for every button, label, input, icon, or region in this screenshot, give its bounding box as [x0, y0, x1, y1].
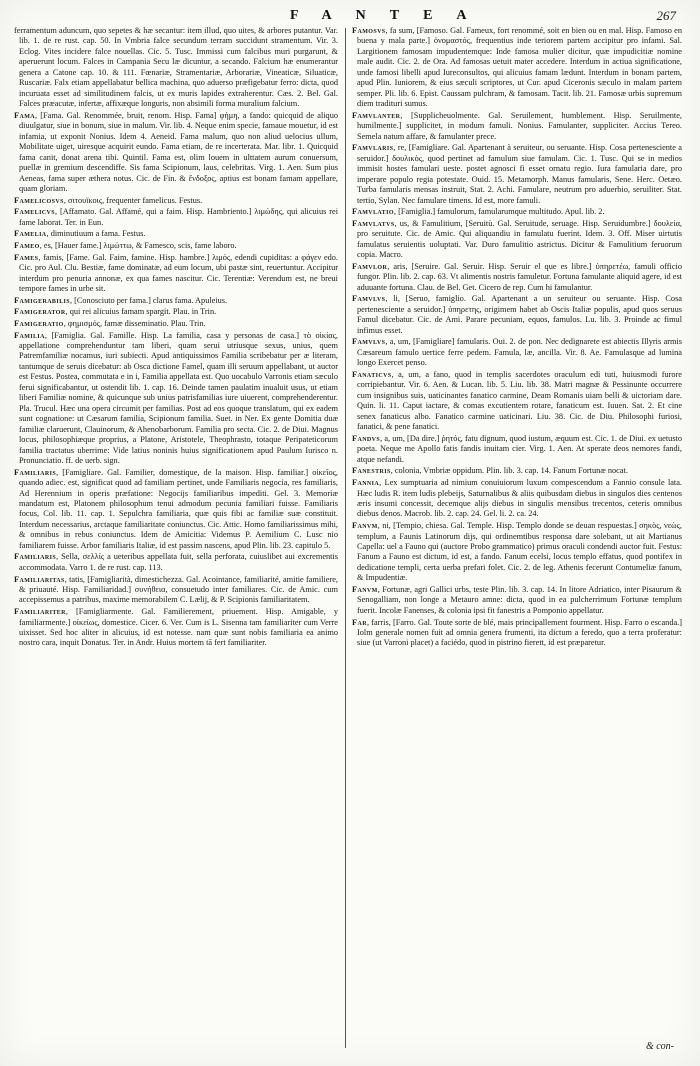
dictionary-entry: Famigerabilis, [Conosciuto per fama.] clarus fama. Apuleius. [14, 295, 228, 305]
dictionary-entry [14, 26, 338, 110]
dictionary-entry: Famelicvs, [Affamato. Gal. Affamé, qui a faim. Hisp. Hambriento.] λιμώδης, qui alicuius rei fame laborat. Ter. in Eun. [14, 207, 338, 227]
entry-headword: Familiariter [14, 607, 66, 617]
entry-text: [Famigliarmente. Gal. Familierement, priuement. Hisp. Amigable, y familiarmente.] οἰκείως, domestice. Cicer. 6. Ver. Cum is L. Sisenna tam familiariter cum Verre uixisset. Sed hoc aliter in alicuius, id est notesse. nam quæ sunt nobis familiaria ea animo nostro cara, inquit Donatus. Ter. in Andr. Huius mortem tā fert familiariter. [19, 607, 338, 648]
entry-text: a, um, a fano, quod in templis sacerdotes oraculum edi tuti, huiusmodi furore corripiebantur. Vir. 6. Aen. & Lucan. lib. 5. Liu. lib. 38. Matri magnæ & Pessinunte occurrere cum insignibus suis, uaticinantes fanatico carmine, Deam Romanis uiam belli & uictoriam dare. Quin. li. 11. Caput iactare, & comas excutientem rotare, fanaticum est. Iuuen. Sat. 2. Et cine senex fanaticus albo. Fanatico carmine uaticinari. Liu. 38. Cic. de Diu. Philosophi furiosi, fanatici, & pene fanatici. [357, 370, 682, 432]
dictionary-entry: Fameo, es, [Hauer fame.] λιμώττω, & Famesco, scis, fame laboro. [14, 241, 237, 250]
entry-text: [Supplicheuolmente. Gal. Seruilement, humblement. Hisp. Seruilmente, humilmente.] supplicitet, in modum famuli. Nonius. Famulanter, suppliciter. Accius Tereo. Semela natum affare, & famulanter prece. [357, 110, 682, 141]
entry-headword: Famvlatvs [352, 218, 395, 228]
entry-text: qui rei alicuius famam spargit. Plau. in Trin. [69, 307, 217, 317]
entry-headword: Fanaticvs [352, 370, 392, 379]
dictionary-entry: Famvlanter, [Supplicheuolmente. Gal. Seruilement, humblement. Hisp. Seruilmente, humilmente.] supplicitet, in modum famuli. Nonius. Famulanter, suppliciter. Accius Tereo. Semela natum affare, & famulanter prece. [352, 110, 682, 141]
entry-text: es, [Hauer fame.] λιμώττω, & Famesco, scis, fame laboro. [43, 241, 237, 250]
entry-text: σιτουϊκοις, frequenter famelicus. Festus. [67, 195, 203, 205]
entry-headword: Famelicvs [14, 207, 56, 217]
entry-headword: Familia [14, 330, 45, 340]
entry-headword: Famvlatio [352, 207, 394, 217]
dictionary-entry: Famvlvs, a, um, [Famigliare] famularis. Oui. 2. de pon. Nec dedignarete est abiectis Illyris armis Cæsareum famulo uertice ferre pedem. Famula, læ, ancilla. Vir. 8. Ae. Famulasque ad lumina longo Exercet penso. [352, 337, 682, 368]
entry-text: us, & Famulitium, [Seruitù. Gal. Seruitude, seruage. Hisp. Seruidumbre.] δουλεία, pro seruitute. Cic. de Amic. Qui aliquandiu in famulatu fuerint. Idem. 3. Off. Miser uirtutis famulatus seruientis uoluptati. Var. Duro famulitio astrictus. Dicitur & Famulitium feruorum copia. Macro. [357, 218, 682, 260]
left-column [14, 26, 338, 650]
entry-text: φημισμός, famæ disseminatio. Plau. Trin. [67, 318, 206, 328]
dictionary-entry: Fanaticvs, a, um, a fano, quod in templis sacerdotes oraculum edi tuti, huiusmodi furore corripiebantur. Vir. 6. Aen. & Lucan. lib. 5. Liu. lib. 38. Matri magnæ & Pessinunte occurrere cum insignibus suis, uaticinantes fanatico carmine, Deam Romanis uiam belli & uictoriam dare. Quin. li. 11. Caput iactare, & comas excutientem rotare, fanaticum est. Iuuen. Sat. 2. Et cine senex fanaticus albo. Fanatico carmine uaticinari. Liu. 38. Cic. de Diu. Philosophi furiosi, fanatici, & pene fanatici. [352, 370, 682, 432]
dictionary-entry: Familiaris, [Famigliare. Gal. Familier, domestique, de la maison. Hisp. familiar.] οἰκεῖος, quando adiec. est, significat quod ad familiam pertinet, unde Familiaris negocia, res familiaris, Ad Herennium in operis præfatione: Negocijs familiaribus impediti. Gel. 3. Memoriæ mandatum est, Platonem philosophum tenui admodum pecunia familiari fuisse. Familiaris focus, Col. lib. 11. cap. 1. Sepulchra familiaria, quæ quis fibi ac familiæ suæ constituit. Interdum necessarius, arctaque familiaritate coniunctus. Cic. Attic. Homo familiarissimus mihi, & omnibus in rebus coniunctus. Idem de Amicitia: Videmus P. Aemilium C. Lusc nio familiarem fuisse. Arbor familiaris Italiæ, id est passim nascens, apud Plin. lib. 23. capitulo 5. [14, 467, 338, 550]
dictionary-entry: Fannia, Lex sumptuaria ad nimium conuiuiorum luxum compescendum a Fannio consule lata. Hæc ludis R. item ludis plebeijs, Saturnalibus & aliis quibusdam diebus in singulos dies centenos æris insumi concessit, decemque alijs diebus in singulis mensibus trecentos, ceteris omnibus diebus denos. Macrob. lib. 2. cap. 24. Gel. li. 2. ca. 24. [352, 478, 682, 519]
entry-text: [Affamato. Gal. Affamé, qui a faim. Hisp. Hambriento.] λιμώδης, qui alicuius rei fame laborat. Ter. in Eun. [19, 207, 338, 227]
entry-text: farris, [Farro. Gal. Toute sorte de blé, mais principallement fourment. Hisp. Farro o escanda.] Iolm generale nomen fuit ad omnia genera frumenti, ita dictum a feredo, quo a terra proferatur: siue (ut Varroni placet) a faciédo, quod in pistrino fierett, id est præparetur. [357, 617, 682, 648]
entry-text: [Conosciuto per fama.] clarus fama. Apuleius. [74, 295, 228, 305]
entry-headword: Fanestris [352, 466, 391, 476]
entry-headword: Famigerator [14, 307, 66, 317]
running-title: FANTEA [290, 8, 491, 23]
entry-headword: Fames [14, 252, 39, 262]
entry-headword: Famvlanter [352, 110, 401, 120]
entry-text: ni, [Tempio, chiesa. Gal. Temple. Hisp. Templo donde se deuan respuestas.] σηκὸς, νεὼς, templum, a Faunis Latinorum dijs, qui ordinemtibus responsa dare solebant, ut ait Martianus Capella: uel a Fauno qui (auctore Probo grammatico) primus oraculi condendi auctor fuit. Festus: Fanum a Fauno est dictum, id est, a fando. Fanum ecelsi, locus templo effatus, quod pontifex in dedicatione templi, certa uerba prefari folet. Cic. 2. de leg. Athenis fecerunt Contumeliæ fanum, & Impudentiæ. [357, 521, 683, 583]
entry-headword: Fandvs [352, 433, 381, 443]
dictionary-entry: Famigeratio, φημισμός, famæ disseminatio. Plau. Trin. [14, 318, 206, 328]
entry-headword: Familiaris [14, 467, 57, 477]
entry-headword: Familiaritas [14, 574, 65, 584]
dictionary-entry: Fames, famis, [Fame. Gal. Faim, famine. Hisp. hambre.] λιμός, edendi cupiditas: a φάγεν edo. Cic. pro Aul. Clu. Bestiæ, fame dominatæ, ad eum locum, ubi pastæ sint, reuertuntur. Accipitur interdum pro penuria annonæ, ex qua fames nascitur. Cic. Terentiæ: Verendum est, ne breui tempore fames in urbe sit. [14, 252, 338, 293]
dictionary-entry: Famvlor, aris, [Seruire. Gal. Seruir. Hisp. Seruir el que es libre.] ὑπηρετέω, famuli officio fungor. Plin. lib. 2. cap. 63. Vt alimentis nostris famuletur. Fortuna famulante aliquid agere, id est aduuante fortuna. Clau. de Bel. Get. Cicero de rep. Cum hi famulantur. [352, 261, 682, 292]
entry-text: [Famigliare. Gal. Familier, domestique, de la maison. Hisp. familiar.] οἰκεῖος, quando adiec. est, significat quod ad familiam pertinet, unde Familiaris negocia, res familiaris, Ad Herennium in operis præfatione: Negocijs familiaribus impediti. Gel. 3. Memoriæ mandatum est, Platonem philosophum tenui admodum pecunia familiari fuisse. Familiaris focus, Col. lib. 11. cap. 1. Sepulchra familiaria, quæ quis fibi ac familiæ suæ constituit. Interdum necessarius, arctaque familiaritate coniunctus. Cic. Attic. Homo familiarissimus mihi, & omnibus in rebus coniunctus. Idem de Amicitia: Videmus P. Aemilium C. Lusc nio familiarem fuisse. Arbor familiaris Italiæ, id est passim nascens, apud Plin. lib. 23. capitulo 5. [19, 467, 338, 550]
page-header [0, 8, 700, 24]
dictionary-entry: Famvlaris, re, [Famigliare. Gal. Apartenant à seruiteur, ou seruante. Hisp. Cosa pertenesciente a seruidor.] δουλικὸς, quod pertinet ad famulum siue famulam. Cic. 1. Tusc. Qui se in medios immisit hostes famulari ueste. postet agnosci fi esset ornatu regio. Iura famularia dare, pro imperare populo regia potestate. Ouid. 15. Metamorph. Manus famularis, Sene. Herc. Oetæo. Turba famularis mensas instruit, Stat. 2. Achi. Famulare, neutrum pro aduerbio, seruiliter. Stat. tertio, Sylan. Nec famulare timens. Id est, more famuli. [352, 143, 682, 205]
dictionary-entry: Fanvm, ni, [Tempio, chiesa. Gal. Temple. Hisp. Templo donde se deuan respuestas.] σηκὸς, νεὼς, templum, a Faunis Latinorum dijs, qui ordinemtibus responsa dare solebant, ut ait Martianus Capella: uel a Fauno qui (auctore Probo grammatico) primus oraculi condendi auctor fuit. Festus: Fanum a Fauno est dictum, id est, a fando. Fanum ecelsi, locus templo effatus, quod pontifex in dedicatione templi, certa uerba prefari folet. Cic. 2. de leg. Athenis fecerunt Contumeliæ fanum, & Impudentiæ. [352, 521, 683, 583]
entry-text: Lex sumptuaria ad nimium conuiuiorum luxum compescendum a Fannio consule lata. Hæc ludis R. item ludis plebeijs, Saturnalibus & aliis quibusdam diebus in singulos dies centenos æris insumi concessit, decemque alijs diebus in singulis mensibus trecentos, ceteris omnibus diebus denos. Macrob. lib. 2. cap. 24. Gel. li. 2. ca. 24. [357, 478, 682, 519]
column-divider [345, 28, 346, 1048]
entry-headword: Fanvm [352, 521, 378, 531]
right-column [352, 26, 682, 650]
page-number: 267 [656, 8, 676, 23]
entry-headword: Famvlor [352, 261, 388, 271]
entry-headword: Famigeratio [14, 318, 64, 328]
entry-text: fa sum, [Famoso. Gal. Fameux, fort renommé, soit en bien ou en mal. Hisp. Famoso en buena y mala parte.] ὀνομαστός, frequentius inde teriorem partem accipitur pro infami. Sal. Largitionem famosam impudentemque: Inde famosa mulier dicitur, quæ impudicitiæ nomine male audit. Cic. 2. de Ora. Ad famosas uetuit mater accedere. Interdum in actiua significatione, unde famosi libelli apud Iureconsultos, qui alicuius famam lædunt. Interdum in bonam partem, apud Plin. Iuniorem, & eius sæculi scriptores, ut Cur. apud Ciceronis sæculo in malam partem semper. Pli. lib. 6. Epist. Caussam pulchram, & famosam. Tacit. lib. 21. Famosæ urbis supremum diem tradituri sumus. [357, 26, 682, 109]
dictionary-entry: Fanestris, colonia, Vmbriæ oppidum. Plin. lib. 3. cap. 14. Fanum Fortunæ nocat. [352, 466, 628, 476]
entry-text: diminutiuum a fama. Festus. [50, 229, 146, 239]
dictionary-entry: Familiaritas, tatis, [Famigliarità, dimestichezza. Gal. Acointance, familiarité, amitie familiere, & priuauté. Hisp. Familiaridad.] συνήθεια, consuetudo inter familiares. Cic. de Amic. cum accepissemus a patribus, maxime memorabilem C. Lælij, & P. Scipionis familiaritatem. [14, 574, 338, 605]
dictionary-entry: Far, farris, [Farro. Gal. Toute sorte de blé, mais principallement fourment. Hisp. Farro o escanda.] Iolm generale nomen fuit ad omnia genera frumenti, ita dictum a feredo, quo a terra proferatur: siue (ut Varroni placet) a faciédo, quod in pistrino fierett, id est præparetur. [352, 617, 682, 648]
entry-headword: Fannia [352, 478, 380, 488]
entry-headword: Famelia [14, 229, 47, 239]
entry-text: Fortunæ, agri Gallici urbs, teste Plin. lib. 3. cap. 14. In litore Adriatico, inter Pisaurum & Senogalliam, non longe a Metauro amne: dicta, quod in ea pulcherrimum Fortunæ templum fuerit. Incolæ Fanenses, & colonia ipsi fit fanestris a Pomponio appellatur. [357, 585, 682, 615]
entry-headword: Famosvs [352, 26, 386, 35]
entry-text: colonia, Vmbriæ oppidum. Plin. lib. 3. cap. 14. Fanum Fortunæ nocat. [394, 466, 628, 476]
entry-text: li, [Seruo, famiglio. Gal. Apartenant a un seruiteur ou seruante. Hisp. Cosa pertenesciente a seruidor.] ὑπηρετης, origimem habet ab Oscis Italiæ populis, apud quos seruus Famul dicebatur. Cic. de Ami. Parare pecuniam, equos, famulos. Lu. lib. 3. Proinde ac fimul infimus esset. [357, 294, 682, 335]
dictionary-entry: Familiariter, [Famigliarmente. Gal. Familierement, priuement. Hisp. Amigable, y familiarmente.] οἰκείως, domestice. Cicer. 6. Ver. Cum is L. Sisenna tam familiariter cum Verre uixisset. Sed hoc aliter in alicuius, id est notesse. nam quæ sunt nobis familiaria ea animo nostro cara, inquit Donatus. Ter. in Andr. Huius mortem tā fert familiariter. [14, 607, 338, 648]
entry-headword: Famvlvs [352, 337, 386, 347]
entry-text: Sella, σελλίς a ueteribus appellata fuit, sella perforata, cuiuslibet aui excrementis accommodata. Varro 1. de re rust. cap. 113. [19, 552, 338, 572]
dictionary-entry: Fama, [Fama. Gal. Renommée, bruit, renom. Hisp. Fama] φήμη, a fando: quicquid de aliquo diuulgatur, siue in bonum, siue in malum. Vir. lib. 4. Neque enim specie, famaue mouetur, id est infamia, ut exponit Nonius. Idem 4. Aeneid. Fama malum, quo non aliud uelocius ullum, Mobilitate uiget, uiresque acquirit eundo. Fama etiam, de re incerterata. Mar. libr. 1. Quicquid fama canit, donat arena tibi. Quintil. Fama est, olim louem in ulttatem aurum conuersum, puellæ in gremium descendiffe. Sis fama Scipionum, laus, celebritas. Virg. 1. Aen. Sum pius Aeneas, fama super æthera notus. Cic. de Fin. & ἔνδοξος, aptius est bonam famam appellare, quam gloriam. [14, 110, 338, 193]
dictionary-entry: Famvlvs, li, [Seruo, famiglio. Gal. Apartenant a un seruiteur ou seruante. Hisp. Cosa pertenesciente a seruidor.] ὑπηρετης, origimem habet ab Oscis Italiæ populis, apud quos seruus Famul dicebatur. Cic. de Ami. Parare pecuniam, equos, famulos. Lu. lib. 3. Proinde ac fimul infimus esset. [352, 294, 682, 335]
entry-headword: Famvlaris [352, 143, 394, 153]
entry-text: famis, [Fame. Gal. Faim, famine. Hisp. hambre.] λιμός, edendi cupiditas: a φάγεν edo. Cic. pro Aul. Clu. Bestiæ, fame dominatæ, ad eum locum, ubi pastæ sint, reuertuntur. Accipitur interdum pro penuria annonæ, ex qua fames nascitur. Cic. Terentiæ: Verendum est, ne breui tempore fames in urbe sit. [19, 252, 338, 293]
dictionary-entry: Famelicosvs, σιτουϊκοις, frequenter famelicus. Festus. [14, 195, 203, 205]
dictionary-entry: Famvlatio, [Famiglia.] famulorum, famularumque multitudo. Apul. lib. 2. [352, 207, 605, 217]
entry-headword: Far [352, 617, 367, 627]
entry-text: ferramentum aduncum, quo sepetes & hæ secantur: item illud, quo uites, & arbores putantur. Var. lib. 1. de re rust. cap. 50. In Vmbria falce secundum terram succidunt stramentum. Vir. 3. Eclog. Vites incidere falce nouellas. Cic. 5. Tusc. Immissi cum falcibus muri purgarunt, & aperuerunt locum. Falces in Campania Secu læ dicuntur, a secando. Falcium hæ enumerantur genera a Catone cap. 10. & 111. Fœnariæ, Stramentariæ, Arborariæ, Vineaticæ, Siluaticæ, Ruscariæ. Falx etiam appellabatur bellica machina, quo aduerso præfigebatur ferro: dicta, quod incuruata esset ad similitudinem falcis, ut ex muris lapides extraherentur. Cæs. 2. Bel. Gal. Falces præacutæ, infertæ, affixæque longuris, non absimili forma muralium falcium. [14, 26, 338, 109]
entry-text: a, um, [Famigliare] famularis. Oui. 2. de pon. Nec dedignarete est abiectis Illyris armis Cæsareum famulo uertice ferre pedem. Famula, læ, ancilla. Vir. 8. Ae. Famulasque ad lumina longo Exercet penso. [357, 337, 682, 368]
entry-text: a, um, [Da dire.] ῥητός, fatu dignum, quod iustum, æquum est. Cic. 1. de Diui. ex uetusto poeta. Neque me Apollo fatis fandis inuitam cier. Virg. 1. Aen. At sperate deos nemores fandi, atque nefandi. [357, 433, 682, 464]
entry-headword: Familiaris [14, 552, 57, 562]
entry-text: aris, [Seruire. Gal. Seruir. Hisp. Seruir el que es libre.] ὑπηρετέω, famuli officio fungor. Plin. lib. 2. cap. 63. Vt alimentis nostris famuletur. Fortuna famulante aliquid agere, id est aduuante fortuna. Clau. de Bel. Get. Cicero de rep. Cum hi famulantur. [357, 261, 682, 292]
entry-text: [Famiglia. Gal. Famille. Hisp. La familia, casa y personas de casa.] τὸ οἰκίας, appellatione comprehenduntur tam liberi, quam serui utriusque sexus, unius, quem Patremfamiliæ nocamus, iuri subiecti. Apud antiquissimos Familia scribebatur per æ literam, tantumque de seruis dicebatur: ab Osca dictione Famel, quam illi seruum appellabant, ut auctor est Festus. Postea, commutata e in i, Familia appellata est. Quo uocabulo Varronis etiam sæculo ferui significabantur, ut ostendit lib. 1. cap. 16. Deinde tamen paulatim inualuit usus, ut etiam liberi Familiæ nomine, & quicunque sub unius patrisfamilias iure uiuerent, comprehenderentur. Pla. Trucul. Hæc una opera circumit per familias. Post ad eos quoque translatum, qui ex eadem sunt cognatione: ut Cæsarum familia, Scipionum familia. Suet. in Ner. Ex gente Domitia duæ familiæ claruerunt, Clauinorum, & Ahenobarborum. Familia pro secta. Cic. 2. de Diui. Magnus locus, philosophiæque proprius, a Platone, Aristotele, Theophrasto, totaque Peripateticorum familia tractatus uberrime: Vide latius noninis huius significationem apud Paulum Iurisco n. Pronunciatio. ff. de uerb. sign. [19, 330, 339, 465]
dictionary-entry: Familia, [Famiglia. Gal. Famille. Hisp. La familia, casa y personas de casa.] τὸ οἰκίας, appellatione comprehenduntur tam liberi, quam serui utriusque sexus, unius, quem Patremfamiliæ nocamus, iuri subiecti. Apud antiquissimos Familia scribebatur per æ literam, tantumque de seruis dicebatur: ab Osca dictione Famel, quam illi seruum appellabant, ut auctor est Festus. Postea, commutata e in i, Familia appellata est. Quo uocabulo Varronis etiam sæculo ferui significabantur, ut ostendit lib. 1. cap. 16. Deinde tamen paulatim inualuit usus, ut etiam liberi Familiæ nomine, & quicunque sub unius patrisfamilias iure uiuerent, comprehenderentur. Pla. Trucul. Hæc una opera circumit per familias. Post ad eos quoque translatum, qui ex eadem sunt cognatione: ut Cæsarum familia, Scipionum familia. Suet. in Ner. Ex gente Domitia duæ familiæ claruerunt, Clauinorum, & Ahenobarborum. Familia pro secta. Cic. 2. de Diui. Magnus locus, philosophiæque proprius, a Platone, Aristotele, Theophrasto, totaque Peripateticorum familia tractatus uberrime: Vide latius noninis huius significationem apud Paulum Iurisco n. Pronunciatio. ff. de uerb. sign. [14, 330, 339, 465]
entry-text: [Fama. Gal. Renommée, bruit, renom. Hisp. Fama] φήμη, a fando: quicquid de aliquo diuulgatur, siue in bonum, siue in malum. Vir. lib. 4. Neque enim specie, famaue mouetur, id est infamia, ut exponit Nonius. Idem 4. Aeneid. Fama malum, quo non aliud uelocius ullum, Mobilitate uiget, uiresque acquirit eundo. Fama etiam, de re incerterata. Mar. libr. 1. Quicquid fama canit, donat arena tibi. Quintil. Fama est, olim louem in ulttatem aurum conuersum, puellæ in gremium descendiffe. Sis fama Scipionum, laus, celebritas. Virg. 1. Aen. Sum pius Aeneas, fama super æthera notus. Cic. de Fin. & ἔνδοξος, aptius est bonam famam appellare, quam gloriam. [19, 110, 338, 193]
entry-headword: Fanvm [352, 585, 378, 594]
dictionary-entry: Famigerator, qui rei alicuius famam spargit. Plau. in Trin. [14, 307, 217, 317]
entry-headword: Famelicosvs [14, 195, 64, 205]
dictionary-entry: Familiaris, Sella, σελλίς a ueteribus appellata fuit, sella perforata, cuiuslibet aui excrementis accommodata. Varro 1. de re rust. cap. 113. [14, 552, 338, 572]
dictionary-entry: Fandvs, a, um, [Da dire.] ῥητός, fatu dignum, quod iustum, æquum est. Cic. 1. de Diui. ex uetusto poeta. Neque me Apollo fatis fandis inuitam cier. Virg. 1. Aen. At sperate deos nemores fandi, atque nefandi. [352, 433, 682, 464]
dictionary-entry: Fanvm, Fortunæ, agri Gallici urbs, teste Plin. lib. 3. cap. 14. In litore Adriatico, inter Pisaurum & Senogalliam, non longe a Metauro amne: dicta, quod in ea pulcherrimum Fortunæ templum fuerit. Incolæ Fanenses, & colonia ipsi fit fanestris a Pomponio appellatur. [352, 585, 682, 615]
dictionary-entry: Famelia, diminutiuum a fama. Festus. [14, 229, 146, 239]
entry-headword: Famvlvs [352, 294, 386, 304]
entry-text: [Famiglia.] famulorum, famularumque multitudo. Apul. lib. 2. [398, 207, 605, 217]
entry-headword: Fameo [14, 241, 40, 250]
dictionary-entry: Famosvs, fa sum, [Famoso. Gal. Fameux, fort renommé, soit en bien ou en mal. Hisp. Famoso en buena y mala parte.] ὀνομαστός, frequentius inde teriorem partem accipitur pro infami. Sal. Largitionem famosam impudentemque: Inde famosa mulier dicitur, quæ impudicitiæ nomine male audit. Cic. 2. de Ora. Ad famosas uetuit mater accedere. Interdum in actiua significatione, unde famosi libelli apud Iureconsultos, qui alicuius famam lædunt. Interdum in bonam partem, apud Plin. Iuniorem, & eius sæculi scriptores, ut Cur. apud Ciceronis sæculo in malam partem semper. Pli. lib. 6. Epist. Caussam pulchram, & famosam. Tacit. lib. 21. Famosæ urbis supremum diem tradituri sumus. [352, 26, 682, 109]
catchword: & con- [645, 1041, 674, 1052]
entry-text: re, [Famigliare. Gal. Apartenant à seruiteur, ou seruante. Hisp. Cosa pertenesciente a seruidor.] δουλικὸς, quod pertinet ad famulum siue famulam. Cic. 1. Tusc. Qui se in medios immisit hostes famulari ueste. postet agnosci fi esset ornatu regio. Iura famularia dare, pro imperare populo regia potestate. Ouid. 15. Metamorph. Manus famularis, Sene. Herc. Oetæo. Turba famularis mensas instruit, Stat. 2. Achi. Famulare, neutrum pro aduerbio, seruiliter. Stat. tertio, Sylan. Nec famulare timens. Id est, more famuli. [357, 143, 682, 205]
entry-text: tatis, [Famigliarità, dimestichezza. Gal. Acointance, familiarité, amitie familiere, & priuauté. Hisp. Familiaridad.] συνήθεια, consuetudo inter familiares. Cic. de Amic. cum accepissemus a patribus, maxime memorabilem C. Lælij, & P. Scipionis familiaritatem. [19, 574, 338, 605]
dictionary-entry: Famvlatvs, us, & Famulitium, [Seruitù. Gal. Seruitude, seruage. Hisp. Seruidumbre.] δουλεία, pro seruitute. Cic. de Amic. Qui aliquandiu in famulatu fuerint. Idem. 3. Off. Miser uirtutis famulatus seruientis uoluptati. Var. Duro famulitio astrictus. Dicitur & Famulitium feruorum copia. Macro. [352, 218, 682, 260]
entry-headword: Fama [14, 110, 35, 120]
entry-headword: Famigerabilis [14, 295, 70, 305]
